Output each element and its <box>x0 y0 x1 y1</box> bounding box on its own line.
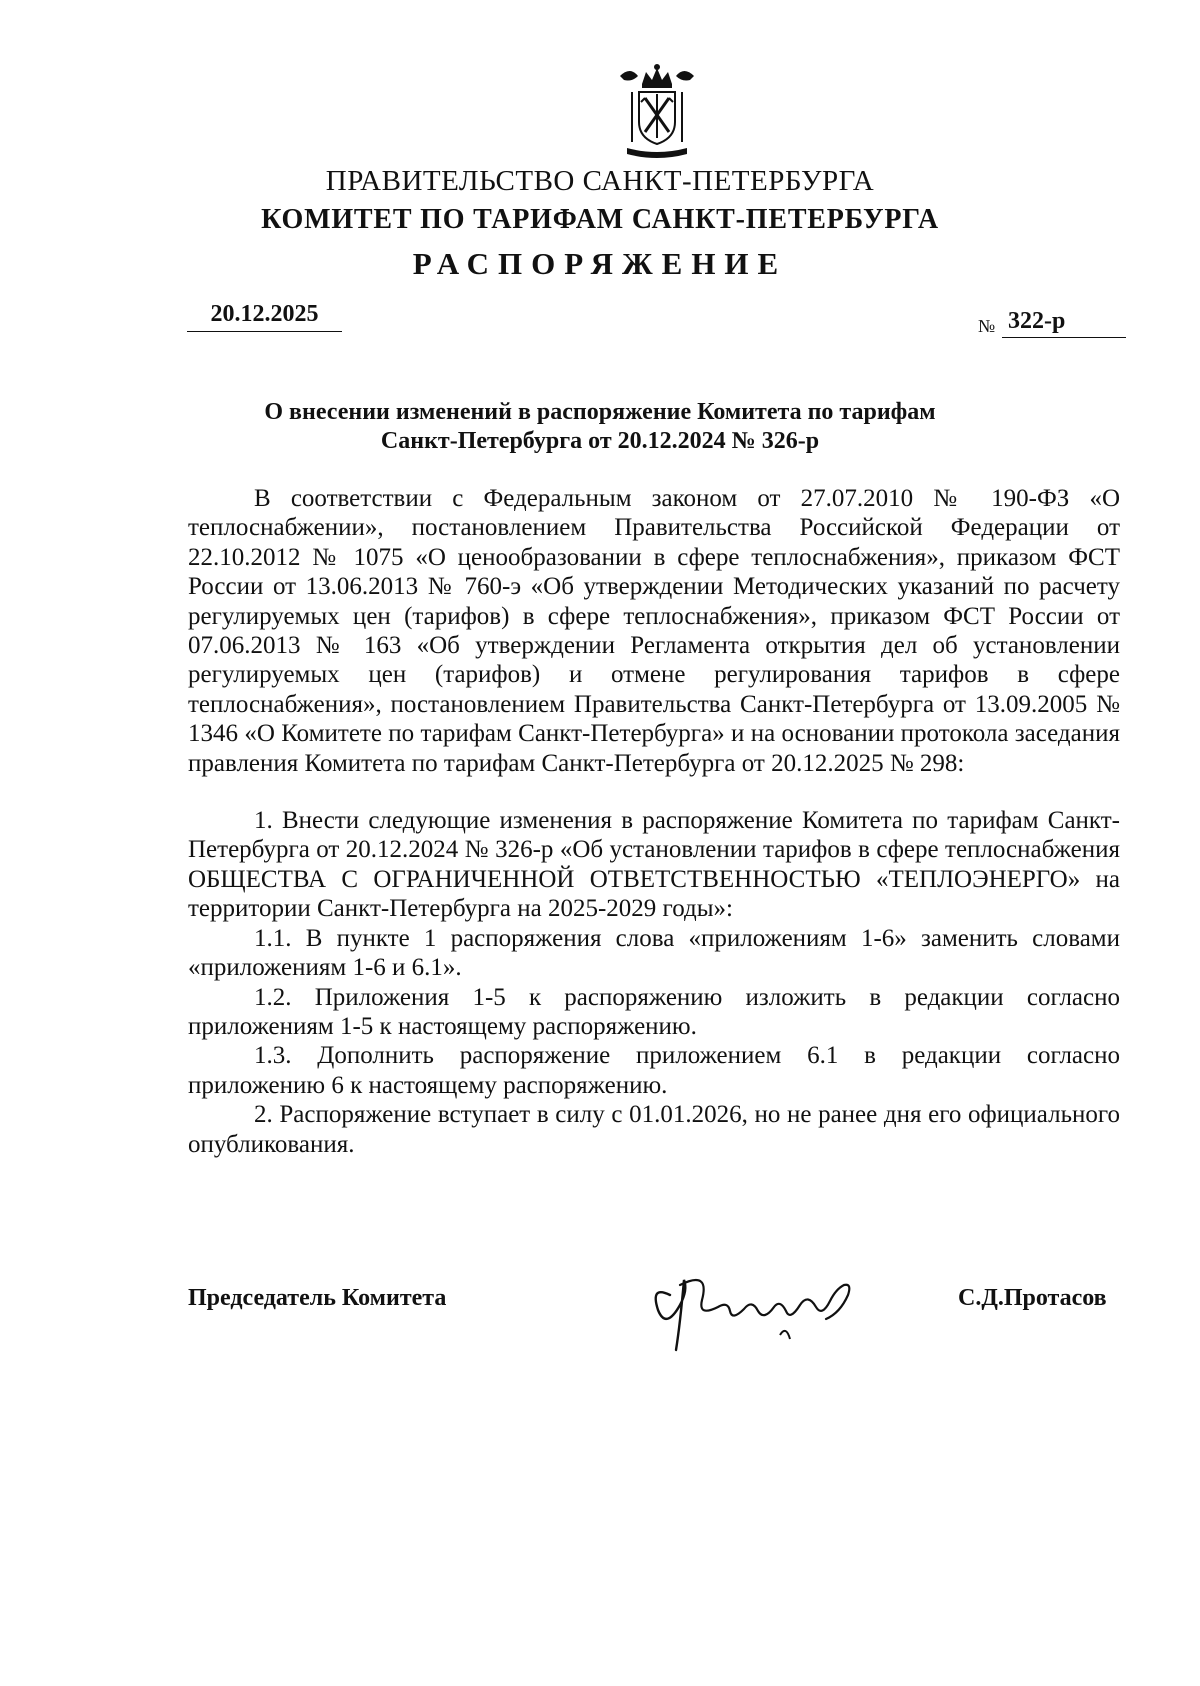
handwritten-signature <box>640 1255 890 1365</box>
coat-of-arms-icon <box>612 62 702 162</box>
item-1-1-paragraph: 1.1. В пункте 1 распоряжения слова «приложениям 1-6» заменить словами «приложениям 1-6 и 6.1». <box>188 924 1120 982</box>
item-1-2-paragraph: 1.2. Приложения 1-5 к распоряжению изложить в редакции согласно приложениям 1-5 к настоящему распоряжению. <box>188 983 1120 1040</box>
document-body <box>188 484 1120 1159</box>
number-label: № <box>978 316 996 336</box>
subject-line-2: Санкт-Петербурга от 20.12.2024 № 326-р <box>380 428 820 454</box>
item-2-paragraph: 2. Распоряжение вступает в силу с 01.01.2026, но не ранее дня его официального опубликования. <box>188 1101 1120 1158</box>
item-1-3-paragraph: 1.3. Дополнить распоряжение приложением 6.1 в редакции согласно приложению 6 к настоящему распоряжению. <box>188 1042 1120 1099</box>
government-heading: ПРАВИТЕЛЬСТВО САНКТ-ПЕТЕРБУРГА <box>325 165 875 197</box>
document-date: 20.12.2025 <box>187 301 342 332</box>
item-1-paragraph: 1. Внести следующие изменения в распоряжение Комитета по тарифам Санкт-Петербурга от 20.12.2024 № 326-р «Об установлении тарифов в сфере теплоснабжения ОБЩЕСТВА С ОГРАНИЧЕННОЙ ОТВЕТСТВЕННОСТЬЮ «ТЕПЛОЭНЕРГО» на территории Санкт-Петербурга на 2025-2029 годы»: <box>188 807 1120 923</box>
document-type-heading: РАСПОРЯЖЕНИЕ <box>412 246 788 281</box>
document-subject <box>0 398 1200 456</box>
document-number: 322-р <box>1002 308 1126 338</box>
signatory-name: С.Д.Протасов <box>958 1285 1107 1311</box>
committee-heading: КОМИТЕТ ПО ТАРИФАМ САНКТ-ПЕТЕРБУРГА <box>261 204 939 235</box>
signatory-title: Председатель Комитета <box>188 1285 447 1311</box>
preamble-paragraph: В соответствии с Федеральным законом от 27.07.2010 № 190-ФЗ «О теплоснабжении», постановлением Правительства Российской Федерации от 22.10.2012 № 1075 «О ценообразовании в сфере теплоснабжения», приказом ФСТ России от 13.06.2013 № 760-э «Об утверждении Методических указаний по расчету регулируемых цен (тарифов) в сфере теплоснабжения», приказом ФСТ России от 07.06.2013 № 163 «Об утверждении Регламента открытия дел об установлении регулируемых цен (тарифов) и отмене регулирования тарифов в сфере теплоснабжения», постановлением Правительства Санкт-Петербурга от 13.09.2005 № 1346 «О Комитете по тарифам Санкт-Петербурга» и на основании протокола заседания правления Комитета по тарифам Санкт-Петербурга от 20.12.2025 № 298: <box>188 485 1120 777</box>
subject-line-1: О внесении изменений в распоряжение Комитета по тарифам <box>264 399 936 425</box>
